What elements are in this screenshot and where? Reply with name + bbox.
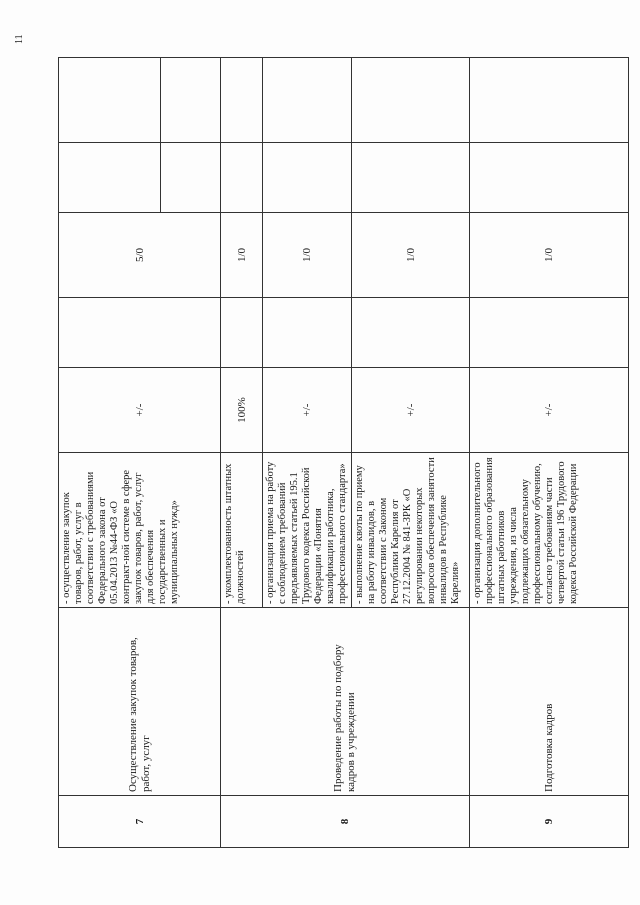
- empty-cell: [352, 298, 470, 368]
- indicator-name: Осуществление закупок товаров, работ, услуг: [59, 608, 221, 796]
- empty-cell: [221, 58, 263, 143]
- criterion-text: - организация приема на работу с соблюдением требований предъявляемых статьей 195.1 Трудового кодекса Российской Федерации «Понятия квалификации работника, профессионального стандарта»: [263, 453, 352, 608]
- criterion-value: +/-: [352, 368, 470, 453]
- empty-cell: [59, 143, 161, 213]
- empty-cell: [470, 58, 629, 143]
- table-row: [470, 58, 629, 848]
- criterion-score: 1/0: [263, 213, 352, 298]
- criterion-text: - осуществление закупок товаров, работ, услуг в соответствии с требованиями Федерального закона от 05.04.2013 №44-ФЗ «О контракт-ной системе в сфере закупок товаров, работ, услуг для обеспечения государственных и муниципальных нужд»: [59, 453, 221, 608]
- empty-cell: [263, 298, 352, 368]
- criterion-score: 5/0: [59, 213, 221, 298]
- empty-cell: [221, 298, 263, 368]
- empty-cell: [161, 58, 221, 143]
- criterion-value: 100%: [221, 368, 263, 453]
- empty-cell: [59, 58, 161, 143]
- table-row: [59, 58, 161, 848]
- empty-cell: [263, 143, 352, 213]
- empty-cell: [161, 143, 221, 213]
- criterion-score: 1/0: [470, 213, 629, 298]
- criterion-value: +/-: [59, 368, 221, 453]
- rotated-table-container: [58, 58, 593, 848]
- empty-cell: [470, 298, 629, 368]
- criterion-text: - выполнение квоты по приему на работу инвалидов, в соответствии с Законом Республики Карелия от 27.12.2004 № 841-ЗРК «О регулировании некоторых вопросов обеспечения занятости инвалидов в Республике Карелия»: [352, 453, 470, 608]
- criterion-score: 1/0: [352, 213, 470, 298]
- page-number: 11: [14, 34, 25, 44]
- criterion-text: - укомплектованность штатных должностей: [221, 453, 263, 608]
- row-number: 9: [470, 796, 629, 848]
- empty-cell: [221, 143, 263, 213]
- criterion-value: +/-: [470, 368, 629, 453]
- empty-cell: [59, 298, 221, 368]
- criteria-table: [58, 57, 629, 848]
- indicator-name: Подготовка кадров: [470, 608, 629, 796]
- indicator-name: Проведение работы по подбору кадров в учреждении: [221, 608, 470, 796]
- empty-cell: [352, 58, 470, 143]
- empty-cell: [263, 58, 352, 143]
- criterion-text: - организация дополнительного профессионального образования штатных работников учреждения, из числа подлежащих обязательному профессиональному обучению, согласно требованиям части четвертой статьи 196 Трудового кодекса Российской Федерации: [470, 453, 629, 608]
- table-row: [221, 58, 263, 848]
- empty-cell: [352, 143, 470, 213]
- row-number: 7: [59, 796, 221, 848]
- criterion-score: 1/0: [221, 213, 263, 298]
- criterion-value: +/-: [263, 368, 352, 453]
- empty-cell: [470, 143, 629, 213]
- row-number: 8: [221, 796, 470, 848]
